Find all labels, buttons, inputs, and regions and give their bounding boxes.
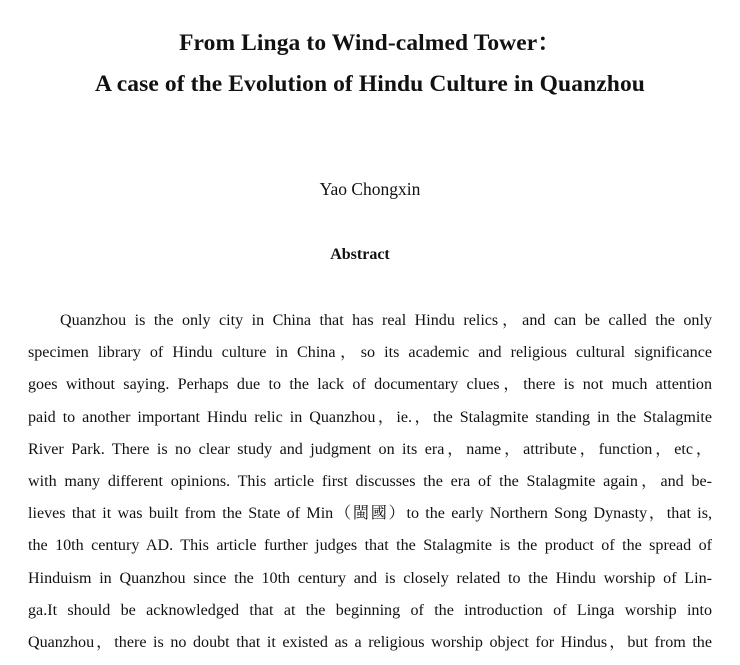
abstract-heading: Abstract bbox=[330, 246, 390, 263]
abstract-line: River Park. There is no clear study and judgment on its era，name，attribute，function，etc， bbox=[28, 440, 712, 458]
abstract-line: with many different opinions. This article first discusses the era of the Stalagmite again，and be- bbox=[28, 472, 712, 490]
abstract-line: Quanzhou is the only city in China that has real Hindu relics，and can be called the only bbox=[60, 312, 712, 329]
author-name: Yao Chongxin bbox=[319, 179, 421, 199]
abstract-line: lieves that it was built from the State of Min（閩國）to the early Northern Song Dynasty，that is, bbox=[28, 505, 712, 523]
paper-title-line-2: A case of the Evolution of Hindu Culture in Quanzhou bbox=[95, 71, 645, 97]
abstract-line: the 10th century AD. This article further judges that the Stalagmite is the product of the spread of bbox=[28, 537, 712, 555]
abstract-line: specimen library of Hindu culture in China，so its academic and religious cultural significance bbox=[28, 344, 712, 362]
paper-title-line-1: From Linga to Wind-calmed Tower： bbox=[179, 30, 561, 56]
abstract-line: Hinduism in Quanzhou since the 10th century and is closely related to the Hindu worship of Lin- bbox=[28, 569, 712, 587]
abstract-line: Quanzhou，there is no doubt that it existed as a religious worship object for Hindus，but from the bbox=[28, 633, 712, 651]
abstract-line: goes without saying. Perhaps due to the lack of documentary clues，there is not much attention bbox=[28, 376, 712, 394]
abstract-body bbox=[28, 307, 712, 661]
abstract-line: ga.It should be acknowledged that at the beginning of the introduction of Linga worship into bbox=[28, 601, 712, 619]
abstract-line: paid to another important Hindu relic in Quanzhou，ie.，the Stalagmite standing in the Stalagmite bbox=[28, 408, 712, 426]
